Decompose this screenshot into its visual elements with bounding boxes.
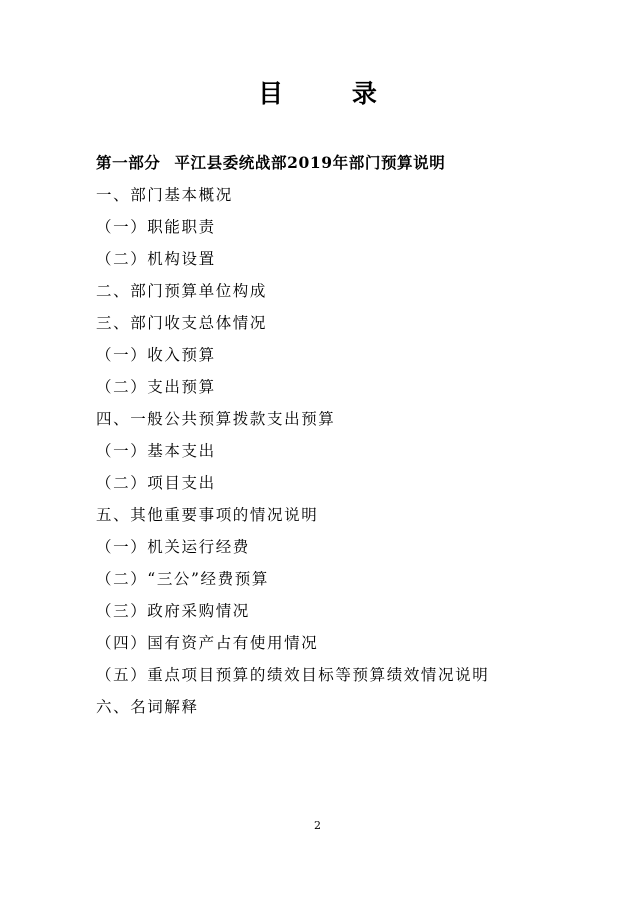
toc-entry: （五）重点项目预算的绩效目标等预算绩效情况说明	[96, 666, 490, 684]
toc-entry: （二）支出预算	[96, 378, 216, 396]
toc-entry: （一）机关运行经费	[96, 538, 250, 556]
toc-entry: 四、一般公共预算拨款支出预算	[96, 410, 336, 428]
toc-entry: 二、部门预算单位构成	[96, 282, 268, 300]
toc-entry: （二）“三公”经费预算	[96, 570, 269, 588]
toc-part-label: 第一部分	[96, 153, 161, 172]
toc-part-heading	[96, 147, 556, 179]
toc-list	[96, 147, 556, 723]
toc-entry: （二）机构设置	[96, 250, 216, 268]
toc-entry: 三、部门收支总体情况	[96, 314, 268, 332]
toc-entry: 五、其他重要事项的情况说明	[96, 506, 319, 524]
toc-entry: （二）项目支出	[96, 474, 216, 492]
toc-entry: （四）国有资产占有使用情况	[96, 634, 319, 652]
page-number: 2	[314, 819, 321, 832]
toc-entry: （一）职能职责	[96, 218, 216, 236]
toc-entry: 一、部门基本概况	[96, 186, 233, 204]
toc-entry: （一）收入预算	[96, 346, 216, 364]
toc-part-title: 平江县委统战部2019年部门预算说明	[174, 153, 446, 172]
toc-entry: 六、名词解释	[96, 698, 199, 716]
toc-entry: （一）基本支出	[96, 442, 216, 460]
toc-title: 目 录	[258, 79, 407, 108]
toc-entry: （三）政府采购情况	[96, 602, 250, 620]
